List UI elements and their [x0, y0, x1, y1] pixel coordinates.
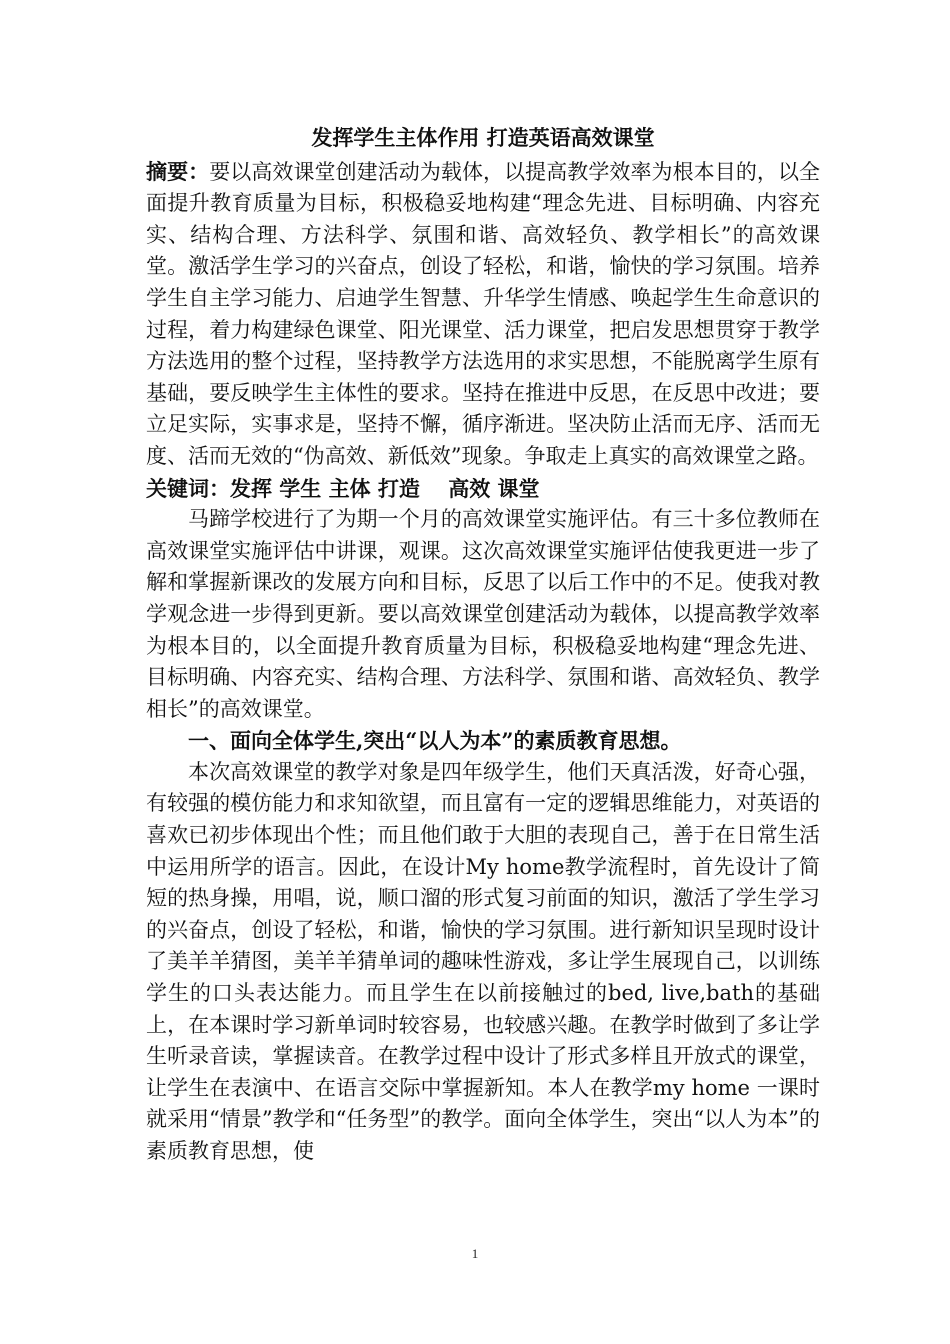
section-heading-1: 一、面向全体学生,突出“以人为本”的素质教育思想。 — [188, 728, 682, 754]
abstract-paragraph — [146, 156, 820, 473]
page-number: 1 — [471, 1246, 479, 1261]
abstract-label: 摘要： — [146, 158, 210, 184]
document-body — [146, 122, 820, 1168]
document-title: 发挥学生主体作用 打造英语高效课堂 — [311, 125, 655, 150]
keywords-line: 关键词：发挥 学生 主体 打造 高效 课堂 — [146, 475, 540, 501]
abstract-text: 要以高效课堂创建活动为载体，以提高教学效率为根本目的，以全面提升教育质量为目标，积极稳妥地构建“理念先进、目标明确、内容充实、结构合理、方法科学、氛围和谐、高效轻负、教学相长”的高效课堂。激活学生学习的兴奋点，创设了轻松，和谐，愉快的学习氛围。培养学生自主学习能力、启迪学生智慧、升华学生情感、唤起学生生命意识的过程，着力构建绿色课堂、阳光课堂、活力课堂，把启发思想贯穿于教学方法选用的整个过程，坚持教学方法选用的求实思想，不能脱离学生原有基础，要反映学生主体性的要求。坚持在推进中反思，在反思中改进；要立足实际，实事求是，坚持不懈，循序渐进。坚决防止活而无序、活而无度、活而无效的“伪高效、新低效”现象。争取走上真实的高效课堂之路。 — [146, 159, 821, 468]
body-paragraph-2: 本次高效课堂的教学对象是四年级学生，他们天真活泼，好奇心强，有较强的模仿能力和求知欲望，而且富有一定的逻辑思维能力，对英语的喜欢已初步体现出个性；而且他们敢于大胆的表现自己，善于在日常生活中运用所学的语言。因此，在设计My home教学流程时，首先设计了简短的热身操，用唱，说，顺口溜的形式复习前面的知识，激活了学生学习的兴奋点，创设了轻松，和谐，愉快的学习氛围。进行新知识呈现时设计了美羊羊猜图，美羊羊猜单词的趣味性游戏，多让学生展现自己，以训练学生的口头表达能力。而且学生在以前接触过的bed, live,bath的基础上，在本课时学习新单词时较容易，也较感兴趣。在教学时做到了多让学生听录音读，掌握读音。在教学过程中设计了形式多样且开放式的课堂，让学生在表演中、在语言交际中掌握新知。本人在教学my home 一课时就采用“情景”教学和“任务型”的教学。面向全体学生，突出“以人为本”的素质教育思想，使 — [146, 759, 820, 1163]
body-paragraph-1: 马蹄学校进行了为期一个月的高效课堂实施评估。有三十多位教师在高效课堂实施评估中讲课，观课。这次高效课堂实施评估使我更进一步了解和掌握新课改的发展方向和目标，反思了以后工作中的不足。使我对教学观念进一步得到更新。要以高效课堂创建活动为载体，以提高教学效率为根本目的，以全面提升教育质量为目标，积极稳妥地构建“理念先进、目标明确、内容充实、结构合理、方法科学、氛围和谐、高效轻负、教学相长”的高效课堂。 — [146, 507, 820, 721]
